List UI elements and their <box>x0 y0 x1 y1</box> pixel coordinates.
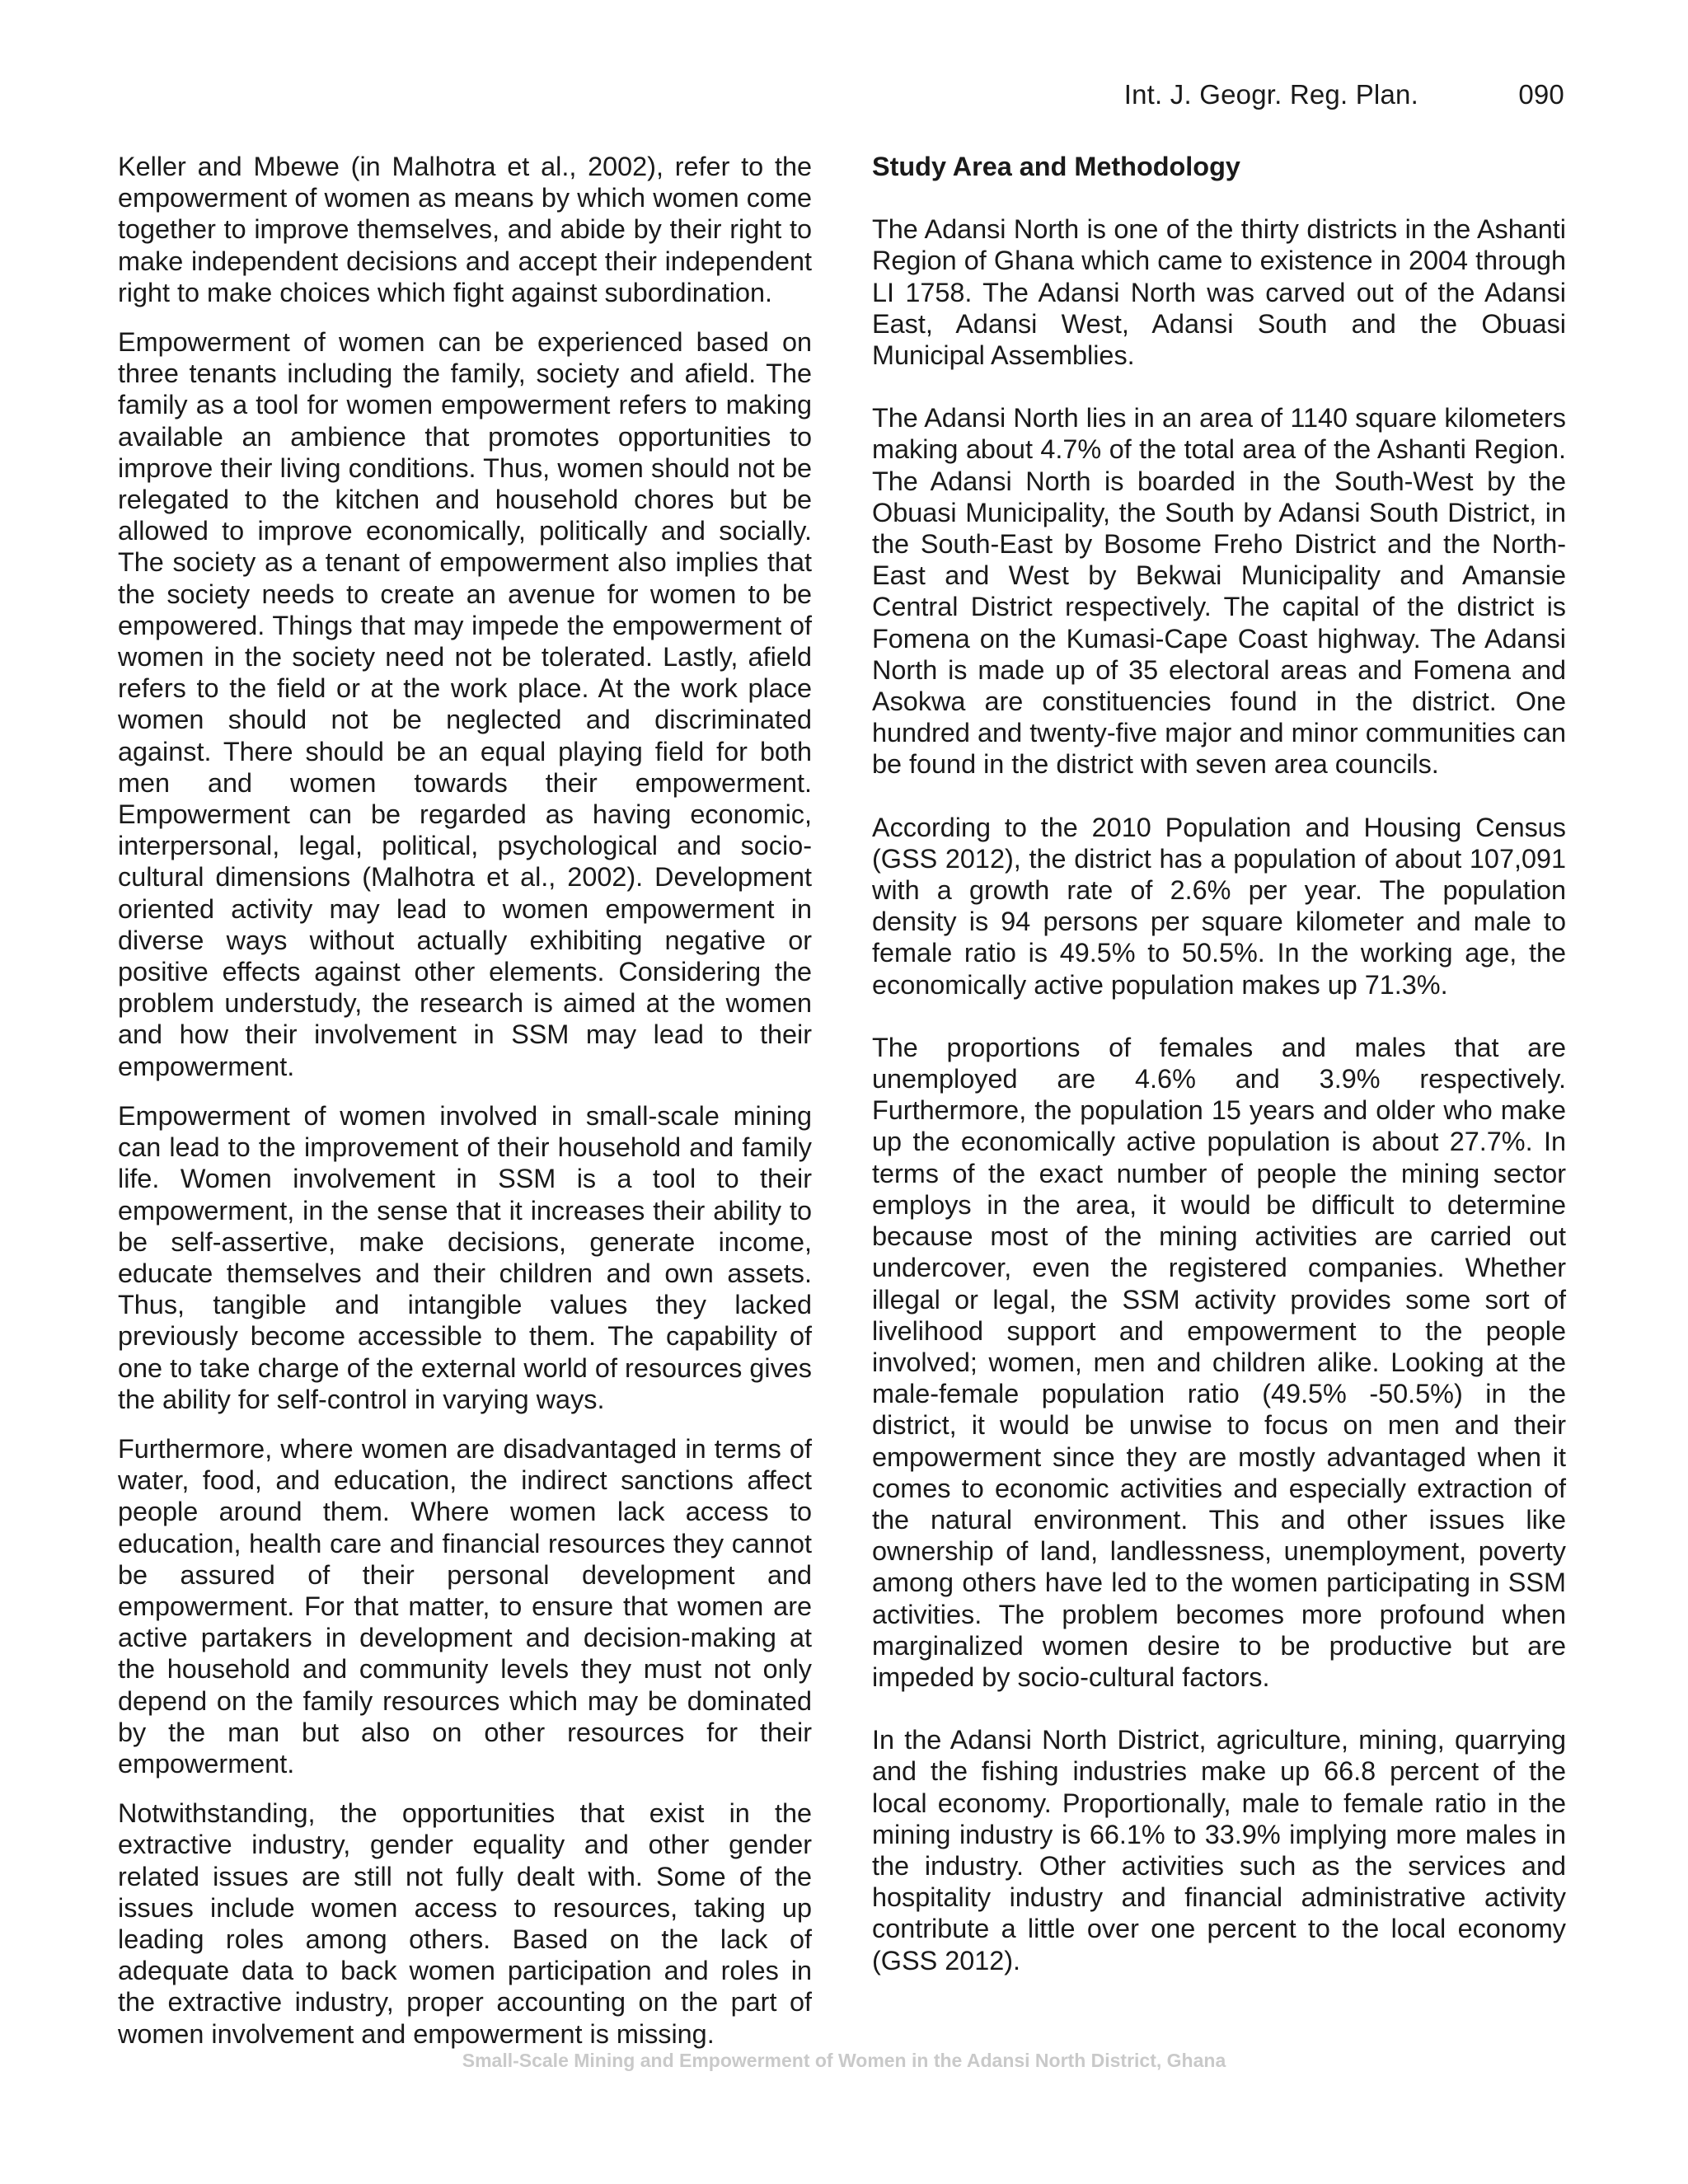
paragraph: Keller and Mbewe (in Malhotra et al., 2002), refer to the empowerment of women as means by which women come together to improve themselves, and abide by their right to make independent decisions and accept their independent right to make choices which fight against subordination. <box>118 152 812 307</box>
left-column <box>118 151 812 2068</box>
paragraph: Empowerment of women can be experienced based on three tenants including the family, society and afield. The family as a tool for women empowerment refers to making available an ambience that promotes opportunities to improve their living conditions. Thus, women should not be relegated to the kitchen and household chores but be allowed to improve economically, politically and socially. The society as a tenant of empowerment also implies that the society needs to create an avenue for women to be empowered. Things that may impede the empowerment of women in the society need not be tolerated. Lastly, afield refers to the field or at the work place. At the work place women should not be neglected and discriminated against. There should be an equal playing field for both men and women towards their empowerment. Empowerment can be regarded as having economic, interpersonal, legal, political, psychological and socio-cultural dimensions (Malhotra et al., 2002). Development oriented activity may lead to women empowerment in diverse ways without actually exhibiting negative or positive effects against other elements. Considering the problem understudy, the research is aimed at the women and how their involvement in SSM may lead to their empowerment. <box>118 327 812 1081</box>
running-head <box>1124 79 1564 110</box>
paragraph: The Adansi North lies in an area of 1140 square kilometers making about 4.7% of the total area of the Ashanti Region. The Adansi North is boarded in the South-West by the Obuasi Municipality, the South by Adansi South District, in the South-East by Bosome Freho District and the North-East and West by Bekwai Municipality and Amansie Central District respectively. The capital of the district is Fomena on the Kumasi-Cape Coast highway. The Adansi North is made up of 35 electoral areas and Fomena and Asokwa are constituencies found in the district. One hundred and twenty-five major and minor communities can be found in the district with seven area councils. <box>872 403 1566 780</box>
journal-name: Int. J. Geogr. Reg. Plan. <box>1123 79 1418 110</box>
paragraph: Notwithstanding, the opportunities that exist in the extractive industry, gender equality and other gender related issues are still not fully dealt with. Some of the issues include women access to resources, taking up leading roles among others. Based on the lack of adequate data to back women participation and roles in the extractive industry, proper accounting on the part of women involvement and empowerment is missing. <box>118 1798 812 2049</box>
paragraph: The Adansi North is one of the thirty districts in the Ashanti Region of Ghana which came to existence in 2004 through LI 1758. The Adansi North was carved out of the Adansi East, Adansi West, Adansi South and the Obuasi Municipal Assemblies. <box>872 214 1566 371</box>
paragraph: Empowerment of women involved in small-scale mining can lead to the improvement of their household and family life. Women involvement in SSM is a tool to their empowerment, in the sense that it increases their ability to be self-assertive, make decisions, generate income, educate themselves and their children and own assets. Thus, tangible and intangible values they lacked previously become accessible to them. The capability of one to take charge of the external world of resources gives the ability for self-control in varying ways. <box>118 1100 812 1414</box>
running-footer: Small-Scale Mining and Empowerment of Women in the Adansi North District, Ghana <box>462 2050 1226 2071</box>
paragraph: In the Adansi North District, agriculture, mining, quarrying and the fishing industries make up 66.8 percent of the local economy. Proportionally, male to female ratio in the mining industry is 66.1% to 33.9% implying more males in the industry. Other activities such as the services and hospitality industry and financial administrative activity contribute a little over one percent to the local economy (GSS 2012). <box>872 1725 1566 1975</box>
page-number: 090 <box>1518 79 1564 110</box>
paragraph: The proportions of females and males that are unemployed are 4.6% and 3.9% respectively. Furthermore, the population 15 years and older who make up the economically active population is about 27.7%. In terms of the exact number of people the mining sector employs in the area, it would be difficult to determine because most of the mining activities are carried out undercover, even the registered companies. Whether illegal or legal, the SSM activity provides some sort of livelihood support and empowerment to the people involved; women, men and children alike. Looking at the male-female population ratio (49.5% -50.5%) in the district, it would be unwise to focus on men and their empowerment since they are mostly advantaged when it comes to economic activities and especially extraction of the natural environment. This and other issues like ownership of land, landlessness, unemployment, poverty among others have led to the women participating in SSM activities. The problem becomes more profound when marginalized women desire to be productive but are impeded by socio-cultural factors. <box>872 1032 1566 1692</box>
paragraph: According to the 2010 Population and Housing Census (GSS 2012), the district has a population of about 107,091 with a growth rate of 2.6% per year. The population density is 94 persons per square kilometer and male to female ratio is 49.5% to 50.5%. In the working age, the economically active population makes up 71.3%. <box>872 812 1566 1000</box>
section-heading: Study Area and Methodology <box>872 152 1240 181</box>
right-column <box>872 151 1566 2008</box>
paragraph: Furthermore, where women are disadvantaged in terms of water, food, and education, the indirect sanctions affect people around them. Where women lack access to education, health care and financial resources they cannot be assured of their personal development and empowerment. For that matter, to ensure that women are active partakers in development and decision-making at the household and community levels they must not only depend on the family resources which may be dominated by the man but also on other resources for their empowerment. <box>118 1433 812 1779</box>
